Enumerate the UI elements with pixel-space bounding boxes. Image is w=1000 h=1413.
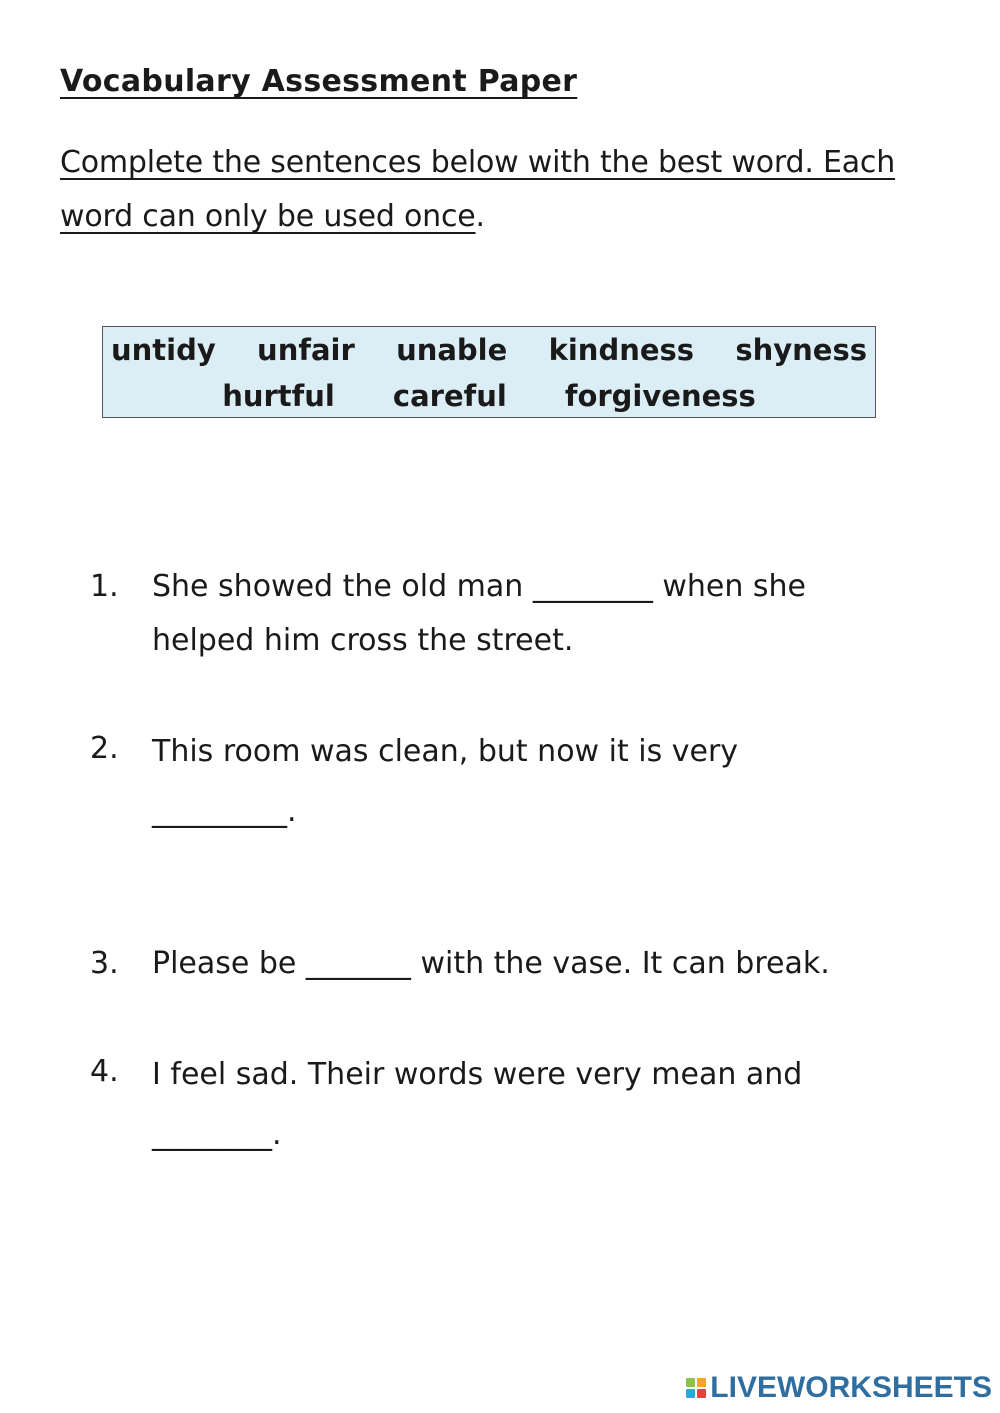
instructions-period: . <box>475 199 485 234</box>
word-bank-word: untidy <box>111 333 216 367</box>
liveworksheets-logo <box>686 1371 992 1405</box>
question-text[interactable]: She showed the old man ________ when she helped him cross the street. <box>152 569 807 658</box>
question-number: 2. <box>90 731 119 766</box>
logo-blocks-icon <box>686 1378 706 1398</box>
logo-block <box>686 1378 695 1387</box>
word-bank-word: forgiveness <box>564 379 756 413</box>
logo-block <box>686 1389 695 1398</box>
logo-block <box>697 1389 706 1398</box>
word-bank-row-2 <box>103 379 875 413</box>
word-bank-word: unfair <box>257 333 355 367</box>
question-number: 4. <box>90 1054 119 1089</box>
question-text[interactable]: I feel sad. Their words were very mean and ________. <box>152 1057 803 1152</box>
word-bank-word: shyness <box>735 333 867 367</box>
question-text[interactable]: Please be _______ with the vase. It can break. <box>152 946 830 981</box>
question-number: 1. <box>90 569 119 604</box>
question-text[interactable]: This room was clean, but now it is very _________. <box>152 734 739 829</box>
word-bank-word: careful <box>392 379 507 413</box>
instructions <box>60 136 950 244</box>
logo-block <box>697 1378 706 1387</box>
logo-text: LIVEWORKSHEETS <box>710 1371 992 1404</box>
word-bank <box>102 326 876 418</box>
word-bank-word: unable <box>396 333 508 367</box>
instructions-text: Complete the sentences below with the best word. Each word can only be used once <box>60 145 896 234</box>
word-bank-word: kindness <box>548 333 695 367</box>
word-bank-row-1 <box>103 333 875 367</box>
word-bank-word: hurtful <box>222 379 335 413</box>
page-title: Vocabulary Assessment Paper <box>60 64 578 99</box>
question-number: 3. <box>90 946 119 981</box>
